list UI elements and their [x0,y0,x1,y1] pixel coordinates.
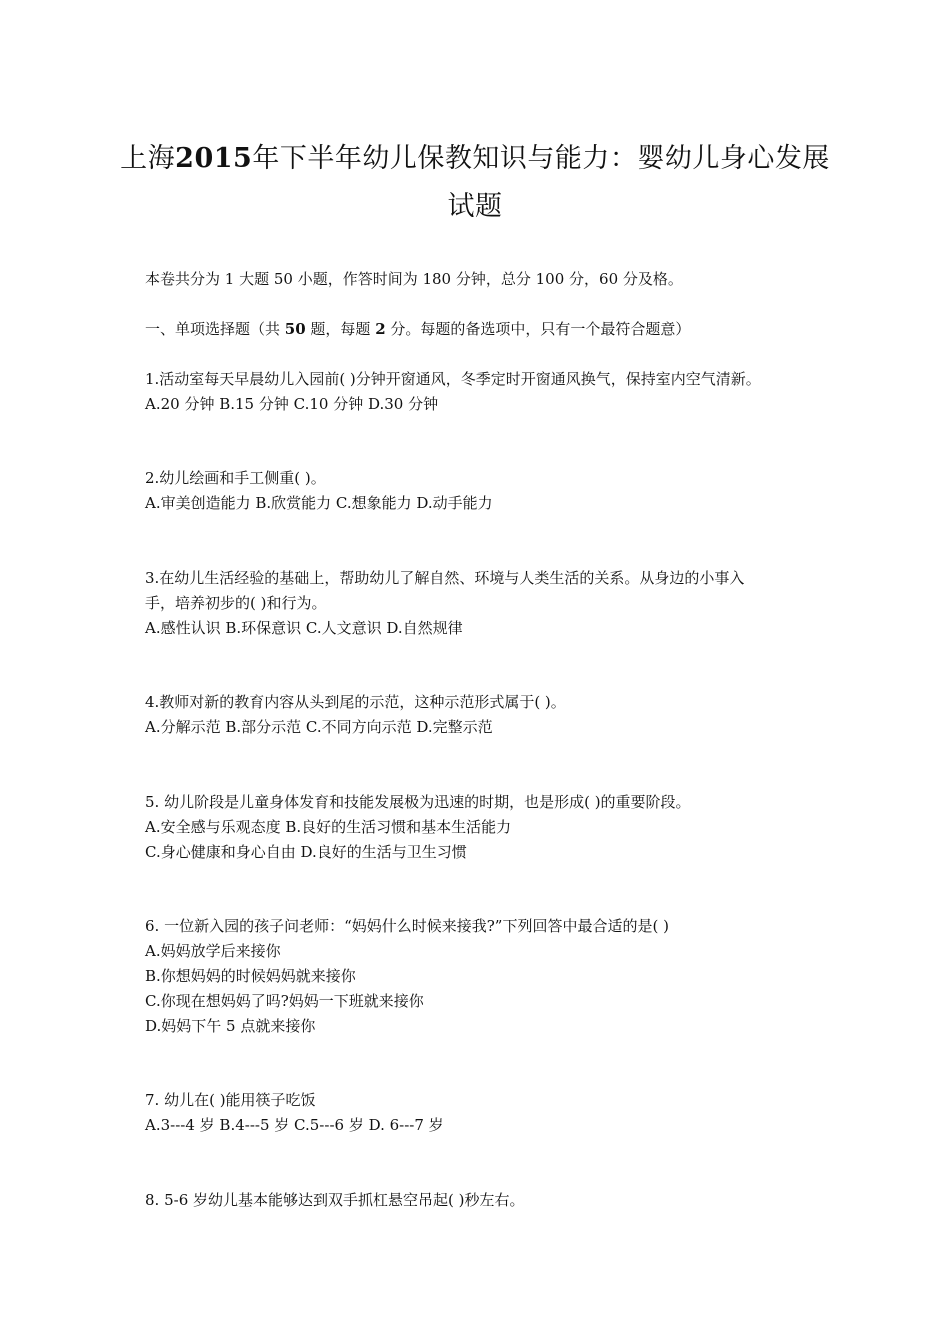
question-4-options: A.分解示范 B.部分示范 C.不同方向示范 D.完整示范 [145,718,493,736]
question-6-option-c: C.你现在想妈妈了吗?妈妈一下班就来接你 [145,992,424,1010]
title-rest: 年下半年幼儿保教知识与能力：婴幼儿身心发展 [252,143,830,174]
question-2-options: A.审美创造能力 B.欣赏能力 C.想象能力 D.动手能力 [145,494,493,512]
section-prefix: 一、单项选择题（共 [145,320,285,338]
question-7-stem: 7. 幼儿在( )能用筷子吃饭 [145,1091,316,1109]
question-5-stem: 5. 幼儿阶段是儿童身体发育和技能发展极为迅速的时期，也是形成( )的重要阶段。 [145,793,691,811]
question-1-stem: 1.活动室每天早晨幼儿入园前( )分钟开窗通风，冬季定时开窗通风换气，保持室内空气清新。 [145,370,761,388]
document-title-line2: 试题 [447,191,503,222]
question-6-option-a: A.妈妈放学后来接你 [145,942,281,960]
question-4-stem: 4.教师对新的教育内容从头到尾的示范，这种示范形式属于( )。 [145,693,566,711]
title-prefix: 上海 [120,143,176,174]
question-1-options: A.20 分钟 B.15 分钟 C.10 分钟 D.30 分钟 [145,395,439,413]
question-2-stem: 2.幼儿绘画和手工侧重( )。 [145,469,326,487]
section-suffix: 分。每题的备选项中，只有一个最符合题意） [385,320,691,338]
section-count: 50 [284,320,306,338]
question-6-stem: 6. 一位新入园的孩子问老师：“妈妈什么时候来接我?”下列回答中最合适的是( ) [145,917,669,935]
document-title [0,136,950,175]
question-3-stem-cont: 手，培养初步的( )和行为。 [145,594,327,612]
section-heading [145,318,690,339]
intro-text: 本卷共分为 1 大题 50 小题，作答时间为 180 分钟，总分 100 分，60 分及格。 [145,270,683,288]
question-3-options: A.感性认识 B.环保意识 C.人文意识 D.自然规律 [145,619,463,637]
question-7-options: A.3---4 岁 B.4---5 岁 C.5---6 岁 D. 6---7 岁 [145,1116,444,1134]
question-6-option-b: B.你想妈妈的时候妈妈就来接你 [145,967,356,985]
question-5-options-cd: C.身心健康和身心自由 D.良好的生活与卫生习惯 [145,843,467,861]
title-year: 2015 [175,143,253,174]
section-mid: 题，每题 [305,320,376,338]
question-8-stem: 8. 5-6 岁幼儿基本能够达到双手抓杠悬空吊起( )秒左右。 [145,1191,525,1209]
question-6-option-d: D.妈妈下午 5 点就来接你 [145,1017,316,1035]
question-5-options-ab: A.安全感与乐观态度 B.良好的生活习惯和基本生活能力 [145,818,512,836]
section-points: 2 [375,320,386,338]
question-3-stem: 3.在幼儿生活经验的基础上，帮助幼儿了解自然、环境与人类生活的关系。从身边的小事入 [145,569,745,587]
